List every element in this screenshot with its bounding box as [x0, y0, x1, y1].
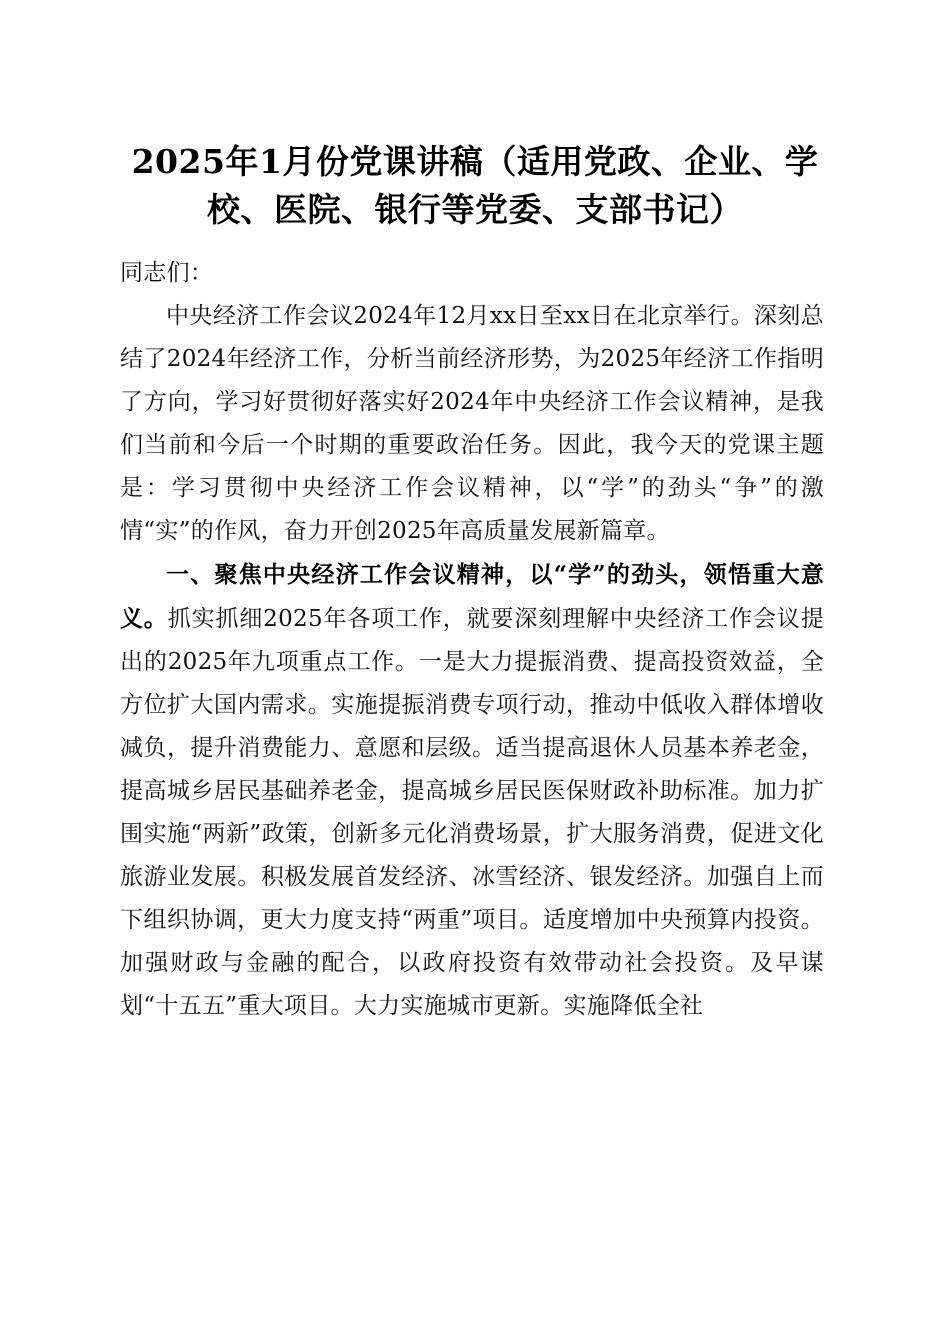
document-body — [120, 252, 824, 1028]
paragraph-section-1 — [120, 553, 824, 1028]
section-1-heading: 一、聚焦中央经济工作会议精神，以“学”的劲头，领悟重大意义。 — [120, 561, 824, 632]
section-1-body: 抓实抓细2025年各项工作，就要深刻理解中央经济工作会议提出的2025年九项重点工作。一是大力提振消费、提高投资效益，全方位扩大国内需求。实施提振消费专项行动，推动中低收入群体增收减负，提升消费能力、意愿和层级。适当提高退休人员基本养老金，提高城乡居民基础养老金，提高城乡居民医保财政补助标准。加力扩围实施“两新”政策，创新多元化消费场景，扩大服务消费，促进文化旅游业发展。积极发展首发经济、冰雪经济、银发经济。加强自上而下组织协调，更大力度支持“两重”项目。适度增加中央预算内投资。加强财政与金融的配合，以政府投资有效带动社会投资。及早谋划“十五五”重大项目。大力实施城市更新。实施降低全社 — [120, 606, 825, 1019]
document-title: 2025年1月份党课讲稿（适用党政、企业、学校、医院、银行等党委、支部书记） — [131, 142, 819, 229]
paragraph-intro: 中央经济工作会议2024年12月xx日至xx日在北京举行。深刻总结了2024年经济工作，分析当前经济形势，为2025年经济工作指明了方向，学习好贯彻好落实好2024年中央经济工作会议精神，是我们当前和今后一个时期的重要政治任务。因此，我今天的党课主题是：学习贯彻中央经济工作会议精神，以“学”的劲头“争”的激情“实”的作风，奋力开创2025年高质量发展新篇章。 — [120, 303, 824, 544]
salutation: 同志们： — [120, 260, 214, 286]
